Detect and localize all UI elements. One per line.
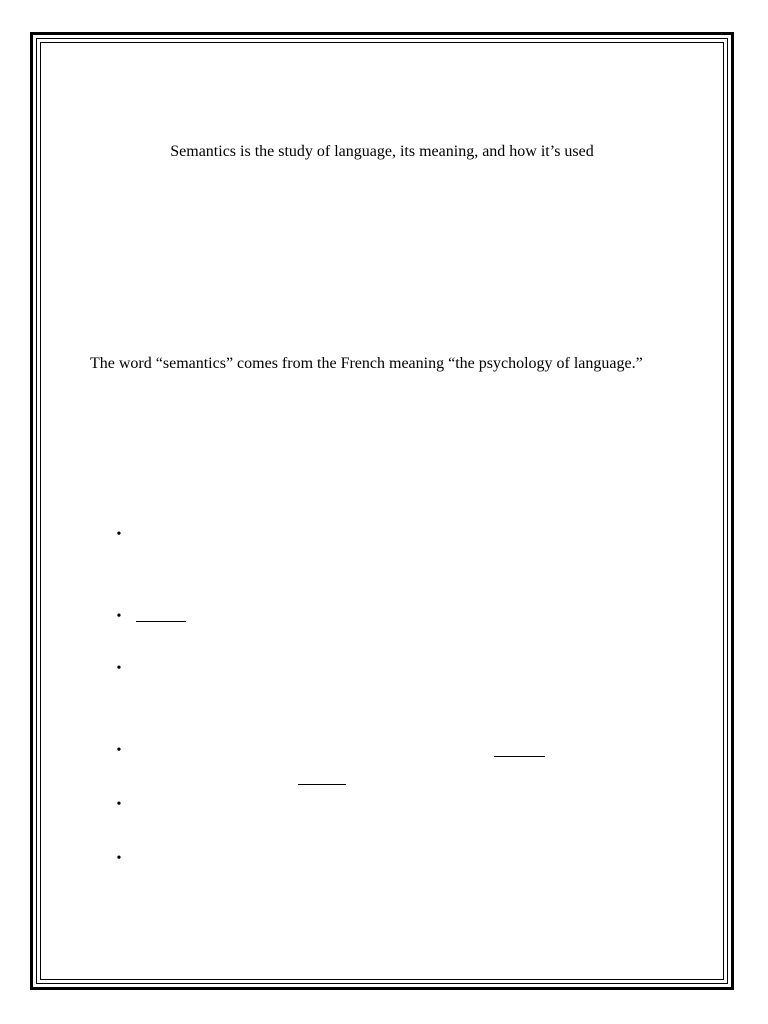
bullet-6: • — [116, 851, 122, 866]
bullet-1: • — [116, 527, 122, 542]
bullet-2: • — [116, 609, 122, 624]
bullet-4: • — [116, 743, 122, 758]
blank-line-3 — [298, 784, 346, 785]
bullet-5: • — [116, 797, 122, 812]
heading-line: Semantics is the study of language, its meaning, and how it’s used — [170, 143, 594, 160]
blank-line-2 — [494, 756, 545, 757]
blank-line-1 — [136, 621, 186, 622]
page-border-inner — [40, 42, 724, 980]
bullet-3: • — [116, 661, 122, 676]
body-paragraph: The word “semantics” comes from the French meaning “the psychology of language.” — [90, 355, 643, 372]
